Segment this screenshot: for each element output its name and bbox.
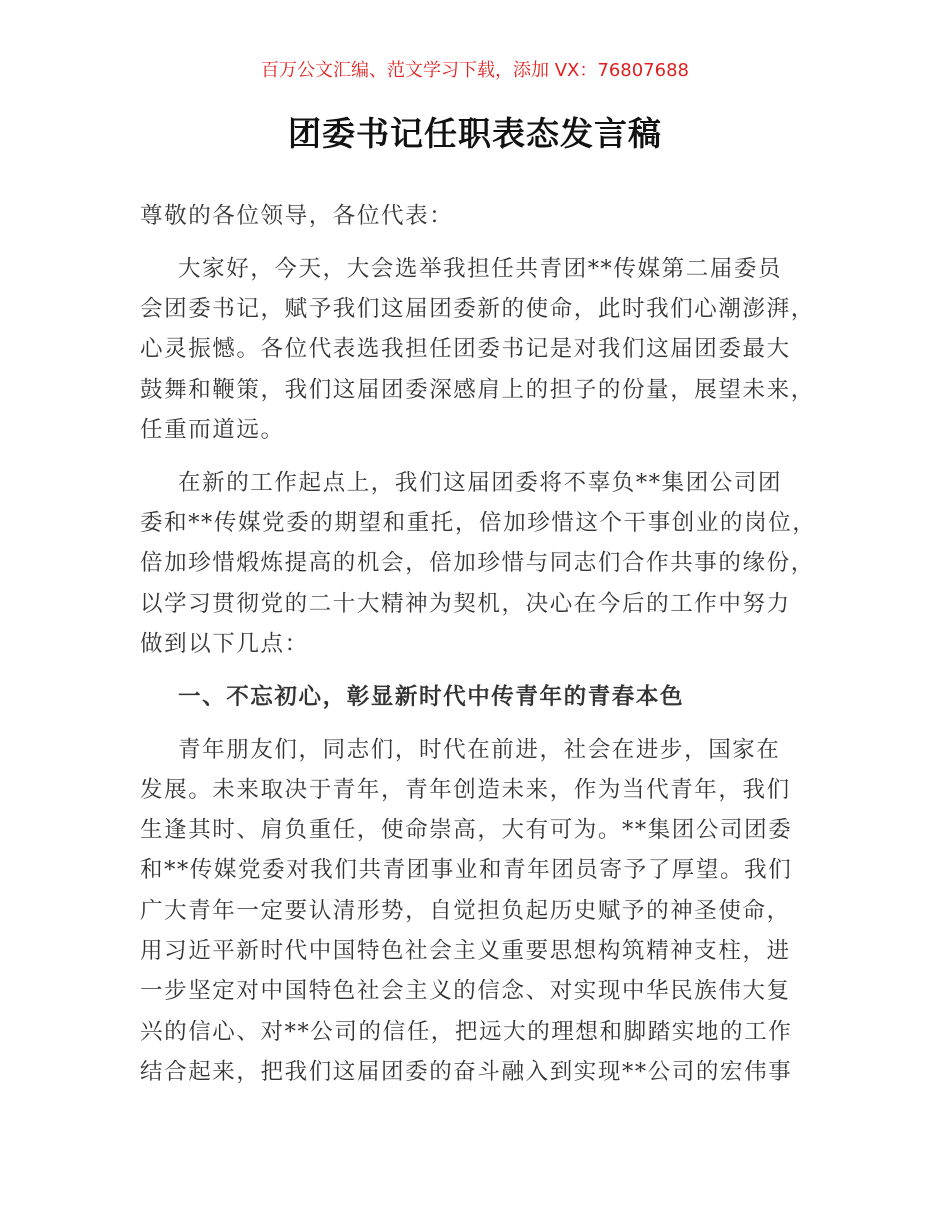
paragraph-line: 一步坚定对中国特色社会主义的信念、对实现中华民族伟大复 [140, 978, 791, 1005]
paragraph-line: 以学习贯彻党的二十大精神为契机，决心在今后的工作中努力 [140, 590, 791, 617]
paragraph-line: 倍加珍惜煅炼提高的机会，倍加珍惜与同志们合作共事的缘份， [140, 550, 815, 577]
paragraph-line: 心灵振憾。各位代表选我担任团委书记是对我们这届团委最大 [140, 336, 791, 363]
header-banner: 百万公文汇编、范文学习下载，添加 VX：76807688 [261, 60, 689, 81]
paragraph-line: 做到以下几点： [140, 630, 309, 657]
paragraph-2 [140, 463, 830, 664]
paragraph-line: 用习近平新时代中国特色社会主义重要思想构筑精神支柱，进 [140, 938, 791, 965]
paragraph-line: 鼓舞和鞭策，我们这届团委深感肩上的担子的份量，展望未来， [140, 376, 815, 403]
paragraph-line: 和**传媒党委对我们共青团事业和青年团员寄予了厚望。我们 [140, 857, 793, 884]
document-body [140, 196, 830, 1092]
paragraph-1 [140, 249, 830, 450]
section-heading: 一、不忘初心，彰显新时代中传青年的青春本色 [178, 683, 685, 710]
paragraph-line: 大家好，今天，大会选举我担任共青团**传媒第二届委员 [178, 255, 783, 282]
paragraph-line: 兴的信心、对**公司的信任，把远大的理想和脚踏实地的工作 [140, 1018, 793, 1045]
paragraph-line: 青年朋友们，同志们，时代在前进，社会在进步，国家在 [178, 736, 781, 763]
paragraph-line: 任重而道远。 [140, 416, 285, 443]
paragraph-line: 生逢其时、肩负重任，使命崇高，大有可为。**集团公司团委 [140, 817, 793, 844]
paragraph-line: 委和**传媒党委的期望和重托，倍加珍惜这个干事创业的岗位， [140, 510, 817, 537]
paragraph-line: 发展。未来取决于青年，青年创造未来，作为当代青年，我们 [140, 776, 791, 803]
paragraph-line: 结合起来，把我们这届团委的奋斗融入到实现**公司的宏伟事 [140, 1058, 793, 1085]
paragraph-line: 广大青年一定要认清形势，自觉担负起历史赋予的神圣使命， [140, 897, 791, 924]
section-paragraph [140, 730, 830, 1093]
paragraph-line: 在新的工作起点上，我们这届团委将不辜负**集团公司团 [178, 469, 783, 496]
document-title: 团委书记任职表态发言稿 [288, 114, 662, 153]
salutation: 尊敬的各位领导，各位代表： [140, 203, 454, 229]
paragraph-line: 会团委书记，赋予我们这届团委新的使命，此时我们心潮澎湃， [140, 296, 815, 323]
